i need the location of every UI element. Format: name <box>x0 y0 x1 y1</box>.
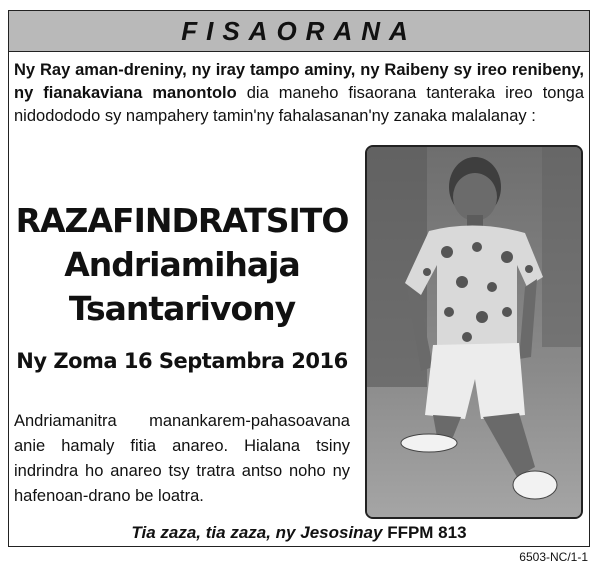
deceased-given-name-1: Andriamihaja <box>64 245 300 284</box>
closing-line <box>9 523 589 543</box>
portrait-image <box>367 147 581 517</box>
death-date: Ny Zoma 16 Septambra 2016 <box>16 349 348 373</box>
header-bar <box>9 11 589 52</box>
deceased-name <box>14 199 350 331</box>
notice-frame <box>8 10 590 547</box>
intro-family-names: Ny Ray aman-dreniny, ny iray tampo aminy, ny Raibeny sy ireo renibeny, ny fianakaviana manontolo <box>14 61 584 102</box>
message-paragraph: Andriamanitra manankarem-pahasoavana anie hamaly fitia anareo. Hialana tsiny indrindra ho anareo tsy tratra antso noho ny hafenoan-drano be loatra. <box>14 412 350 505</box>
deceased-surname: RAZAFINDRATSITO <box>15 201 349 240</box>
closing-hymn-ref: FFPM 813 <box>382 523 467 542</box>
intro-paragraph <box>14 59 584 128</box>
notice-title: FISAORANA <box>181 15 417 46</box>
portrait-photo <box>365 145 583 519</box>
ad-reference-code: 6503-NC/1-1 <box>519 550 588 564</box>
deceased-given-name-2: Tsantarivony <box>68 289 296 328</box>
closing-verse: Tia zaza, tia zaza, ny Jesosinay <box>131 523 383 542</box>
intro-text: dia maneho fisaorana tanteraka ireo tonga nidodododo sy nampahery tamin'ny fahalasanan'ny zanaka malalanay : <box>14 84 584 125</box>
